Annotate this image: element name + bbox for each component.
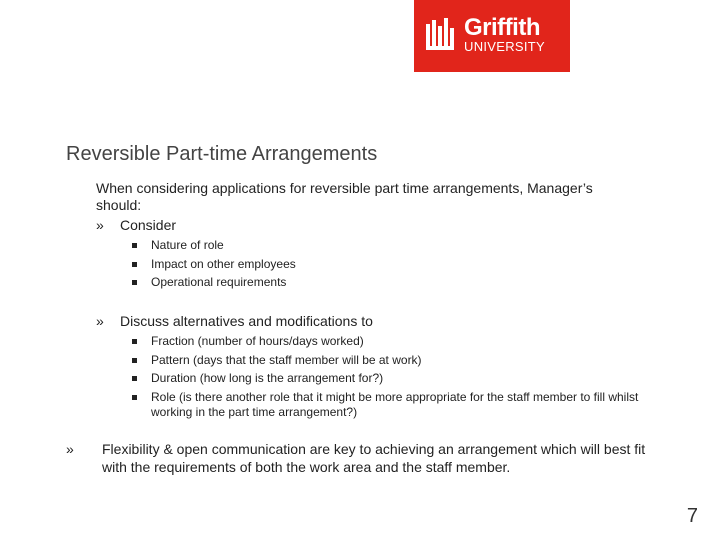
closing-paragraph xyxy=(66,441,662,476)
list-item: Operational requirements xyxy=(132,275,671,290)
closing-marker: » xyxy=(66,441,74,457)
list-item: Duration (how long is the arrangement for?) xyxy=(132,371,671,386)
consider-list xyxy=(132,238,671,294)
list-item: Role (is there another role that it might be more appropriate for the staff member to fill whilst working in the part time arrangement?) xyxy=(132,390,651,420)
section-consider xyxy=(96,217,176,234)
square-bullet-icon xyxy=(132,262,137,267)
section-marker: » xyxy=(96,313,104,329)
square-bullet-icon xyxy=(132,243,137,248)
intro-text: When considering applications for reversible part time arrangements, Manager’s should: xyxy=(96,180,593,213)
logo-subtitle: UNIVERSITY xyxy=(464,39,546,54)
closing-text: Flexibility & open communication are key to achieving an arrangement which will best fit with the requirements of both the work area and the staff member. xyxy=(102,441,646,475)
list-item: Pattern (days that the staff member will be at work) xyxy=(132,353,671,368)
list-item: Impact on other employees xyxy=(132,257,671,272)
section-label: Consider xyxy=(120,217,177,233)
list-item: Nature of role xyxy=(132,238,671,253)
square-bullet-icon xyxy=(132,339,137,344)
square-bullet-icon xyxy=(132,395,137,400)
university-logo xyxy=(414,0,570,72)
list-item: Fraction (number of hours/days worked) xyxy=(132,334,671,349)
slide-title: Reversible Part-time Arrangements xyxy=(66,143,378,165)
section-label: Discuss alternatives and modifications to xyxy=(120,313,373,329)
section-discuss xyxy=(96,313,373,330)
square-bullet-icon xyxy=(132,376,137,381)
page-number: 7 xyxy=(686,505,698,527)
section-marker: » xyxy=(96,217,104,233)
logo-name: Griffith xyxy=(464,14,540,41)
discuss-list xyxy=(132,334,671,423)
square-bullet-icon xyxy=(132,280,137,285)
griffith-emblem-icon xyxy=(424,16,458,54)
square-bullet-icon xyxy=(132,358,137,363)
